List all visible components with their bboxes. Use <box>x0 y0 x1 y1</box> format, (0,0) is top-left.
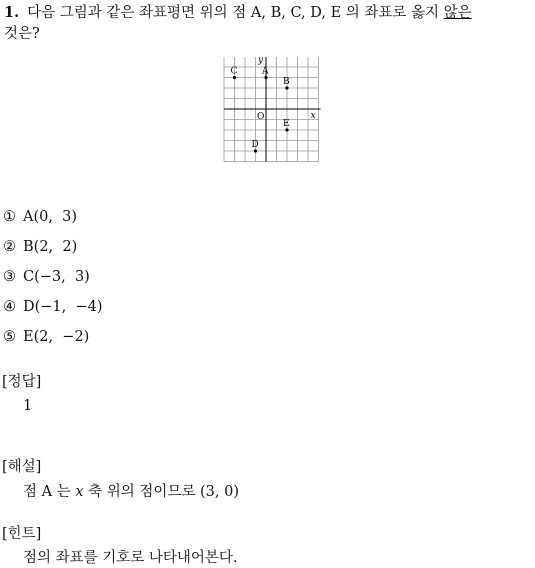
choice-marker: ④ <box>3 299 16 315</box>
point-b-label: B <box>283 77 290 87</box>
point-d-label: D <box>251 140 259 150</box>
choice-marker: ② <box>3 239 16 255</box>
hint-text: 점의 좌표를 기호로 나타내어본다. <box>23 550 238 566</box>
explanation-text <box>23 482 239 502</box>
origin-label: O <box>257 112 265 122</box>
choice-3[interactable] <box>3 267 90 287</box>
question-number: 1. <box>4 4 20 21</box>
choice-text: A(0, 3) <box>23 209 78 225</box>
choice-2[interactable] <box>3 237 77 257</box>
point-c-label: C <box>230 66 238 77</box>
answer-value: 1 <box>23 398 33 414</box>
explanation-label: [해설] <box>2 459 42 475</box>
coordinate-plane-svg <box>214 57 322 163</box>
choice-text: D(−1, −4) <box>23 299 103 315</box>
choice-5[interactable] <box>3 327 89 347</box>
point-e-label: E <box>283 119 290 129</box>
question-text-line2: 것은? <box>4 26 40 42</box>
question-text: 다음 그림과 같은 좌표평면 위의 점 A, B, C, D, E 의 좌표로 옳지 <box>27 5 444 21</box>
points <box>231 67 291 153</box>
y-axis-label: y <box>258 57 264 66</box>
question-emphasis: 않은 <box>443 5 472 21</box>
choice-4[interactable] <box>3 297 103 317</box>
answer-label: [정답] <box>2 374 42 390</box>
choice-marker: ③ <box>3 269 16 285</box>
coordinate-plane-figure <box>214 57 322 163</box>
choice-1[interactable] <box>3 207 77 227</box>
explanation-suffix: 축 위의 점이므로 (3, 0) <box>83 484 239 500</box>
question-stem <box>4 3 532 23</box>
hint-label: [힌트] <box>2 526 42 542</box>
choice-text: E(2, −2) <box>23 329 90 345</box>
choice-text: B(2, 2) <box>23 239 78 255</box>
x-axis-label: x <box>310 111 316 121</box>
axes <box>224 57 321 162</box>
explanation-prefix: 점 A 는 <box>23 484 76 500</box>
choice-text: C(−3, 3) <box>23 269 90 285</box>
explanation-variable: x <box>75 484 84 500</box>
choice-marker: ⑤ <box>3 329 16 345</box>
point-a-label: A <box>262 66 269 77</box>
choice-marker: ① <box>3 209 16 225</box>
